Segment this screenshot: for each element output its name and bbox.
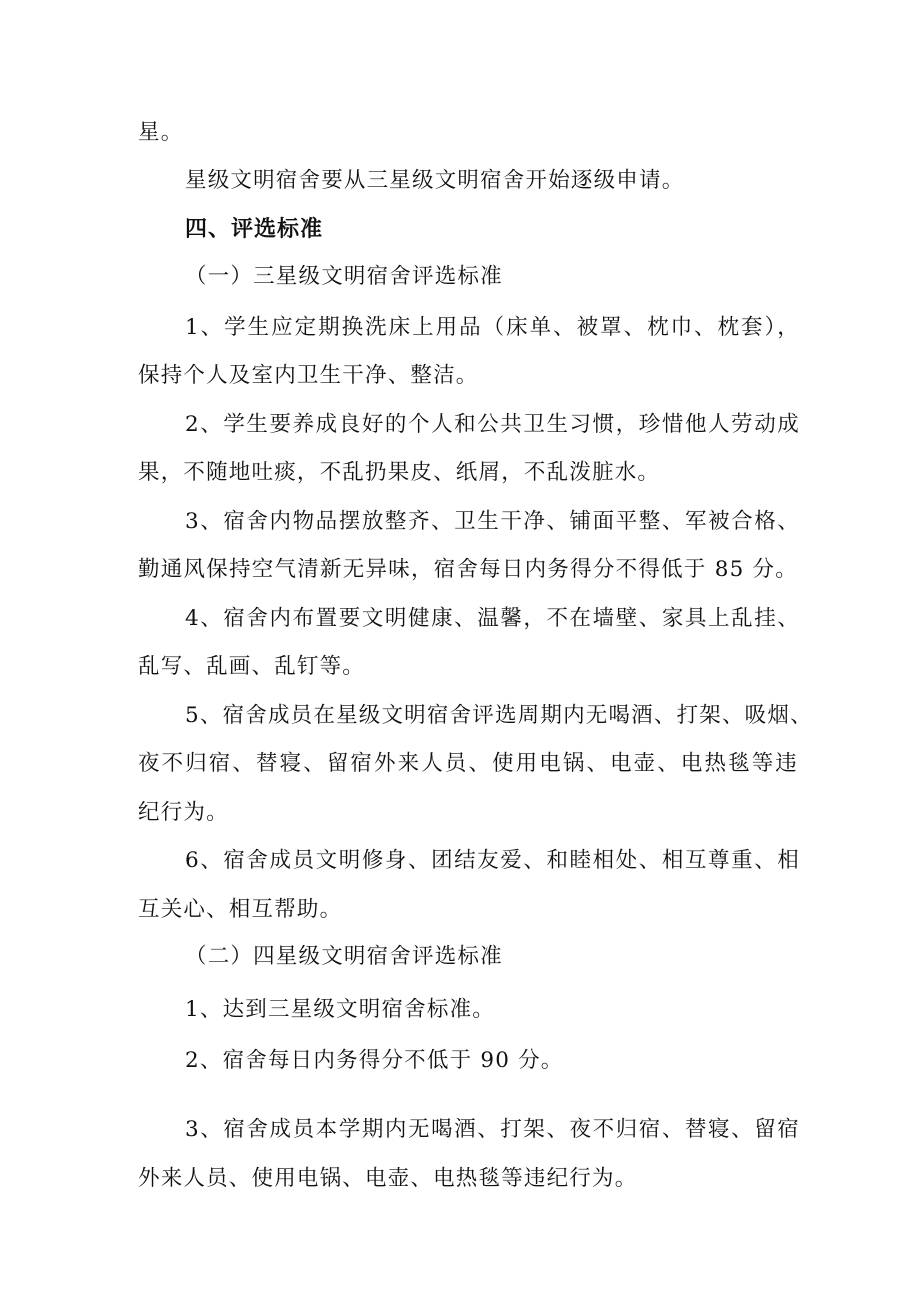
paragraph-line: 1、达到三星级文明宿舍标准。	[185, 997, 495, 1022]
subsection-heading: （一）三星级文明宿舍评选标准	[185, 264, 503, 289]
paragraph-line: 外来人员、使用电锅、电壶、电热毯等违纪行为。	[138, 1166, 638, 1191]
section-heading: 四、评选标准	[185, 216, 324, 242]
paragraph-line: 勤通风保持空气清新无异味，宿舍每日内务得分不得低于 85 分。	[138, 557, 798, 582]
paragraph-line: 3、宿舍成员本学期内无喝酒、打架、夜不归宿、替寝、留宿	[185, 1117, 800, 1142]
paragraph-line: 星级文明宿舍要从三星级文明宿舍开始逐级申请。	[185, 168, 685, 193]
paragraph-line: 纪行为。	[138, 800, 229, 825]
paragraph-line: 2、学生要养成良好的个人和公共卫生习惯，珍惜他人劳动成	[185, 412, 800, 437]
paragraph-line: 互关心、相互帮助。	[138, 897, 343, 922]
paragraph-line: 星。	[138, 120, 184, 145]
paragraph-line: 1、学生应定期换洗床上用品（床单、被罩、枕巾、枕套），	[185, 315, 800, 340]
paragraph-line: 4、宿舍内布置要文明健康、温馨，不在墙壁、家具上乱挂、	[185, 606, 800, 631]
paragraph-line: 果，不随地吐痰，不乱扔果皮、纸屑，不乱泼脏水。	[138, 460, 661, 485]
paragraph-line: 乱写、乱画、乱钉等。	[138, 654, 366, 679]
paragraph-line: 3、宿舍内物品摆放整齐、卫生干净、铺面平整、军被合格、	[185, 509, 800, 534]
paragraph-line: 6、宿舍成员文明修身、团结友爱、和睦相处、相互尊重、相	[185, 848, 800, 873]
subsection-heading: （二）四星级文明宿舍评选标准	[185, 944, 503, 969]
paragraph-line: 2、宿舍每日内务得分不低于 90 分。	[185, 1048, 564, 1073]
paragraph-line: 保持个人及室内卫生干净、整洁。	[138, 363, 479, 388]
paragraph-line: 夜不归宿、替寝、留宿外来人员、使用电锅、电壶、电热毯等违	[138, 751, 798, 776]
paragraph-line: 5、宿舍成员在星级文明宿舍评选周期内无喝酒、打架、吸烟、	[185, 703, 813, 728]
